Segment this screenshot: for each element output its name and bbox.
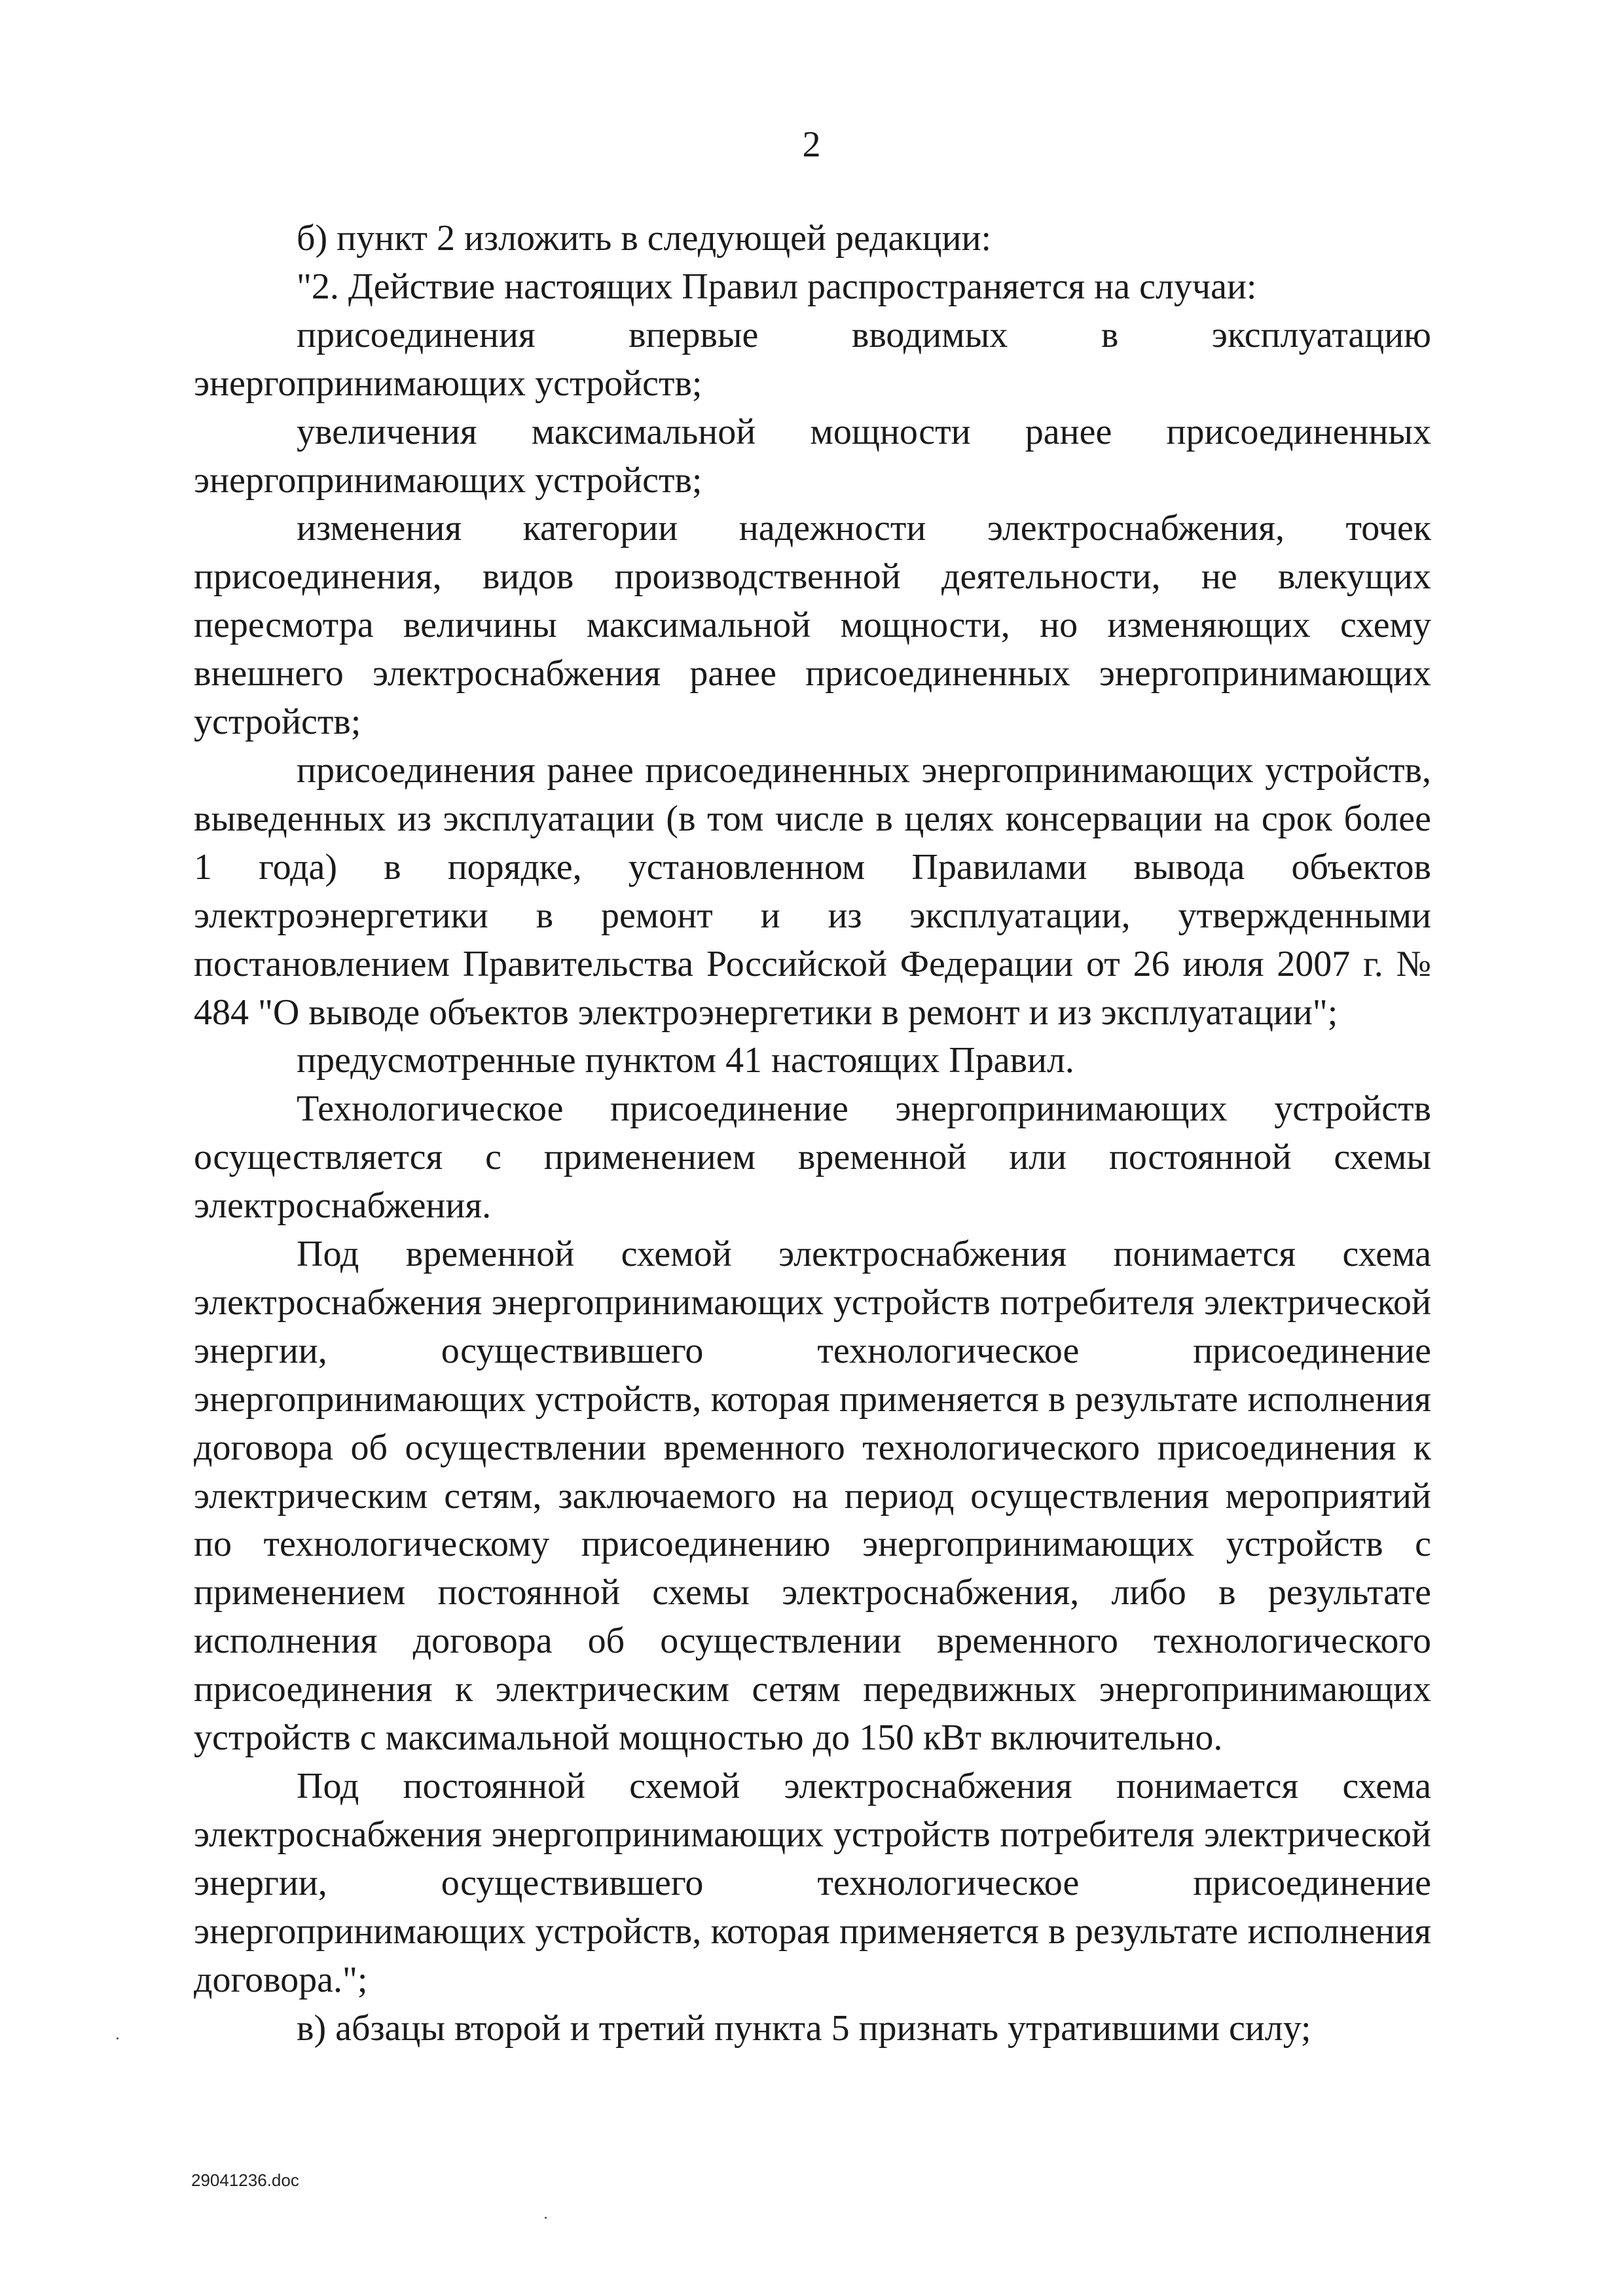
paragraph-connection-schemes: Технологическое присоединение энергопринимающих устройств осуществляется с применением временной или постоянной схемы электроснабжения. <box>194 1088 1431 1227</box>
document-body <box>194 215 1431 2053</box>
paragraph-case-capacity-increase: увеличения максимальной мощности ранее присоединенных энергопринимающих устройств; <box>194 411 1431 501</box>
paragraph-case-new-connection: присоединения впервые вводимых в эксплуатацию энергопринимающих устройств; <box>194 314 1431 404</box>
paragraph-amendment-v: в) абзацы второй и третий пункта 5 признать утратившими силу; <box>297 2007 1311 2049</box>
paragraph-amendment-b: б) пункт 2 изложить в следующей редакции: <box>297 218 992 259</box>
paragraph-permanent-scheme: Под постоянной схемой электроснабжения понимается схема электроснабжения энергопринимающих устройств потребителя электрической энергии, осуществившего технологическое присоединение энергопринимающих устройств, которая применяется в результате исполнения договора."; <box>194 1766 1431 2000</box>
paragraph-case-item-41: предусмотренные пунктом 41 настоящих Правил. <box>297 1040 1074 1081</box>
scan-artifact-dot <box>545 2217 547 2219</box>
page-number: 2 <box>802 124 821 165</box>
paragraph-item-2-intro: "2. Действие настоящих Правил распространяется на случаи: <box>297 266 1257 307</box>
paragraph-case-reconnection: присоединения ранее присоединенных энергопринимающих устройств, выведенных из эксплуатации (в том числе в целях консервации на срок более 1 года) в порядке, установленном Правилами вывода объектов электроэнергетики в ремонт и из эксплуатации, утвержденными постановлением Правительства Российской Федерации от 26 июля 2007 г. № 484 "О выводе объектов электроэнергетики в ремонт и из эксплуатации"; <box>194 749 1431 1033</box>
scan-artifact-dot <box>117 2037 119 2039</box>
paragraph-temporary-scheme: Под временной схемой электроснабжения понимается схема электроснабжения энергопринимающих устройств потребителя электрической энергии, осуществившего технологическое присоединение энергопринимающих устройств, которая применяется в результате исполнения договора об осуществлении временного технологического присоединения к электрическим сетям, заключаемого на период осуществления мероприятий по технологическому присоединению энергопринимающих устройств с применением постоянной схемы электроснабжения, либо в результате исполнения договора об осуществлении временного технологического присоединения к электрическим сетям передвижных энергопринимающих устройств с максимальной мощностью до 150 кВт включительно. <box>194 1234 1431 1759</box>
paragraph-case-category-change: изменения категории надежности электроснабжения, точек присоединения, видов производственной деятельности, не влекущих пересмотра величины максимальной мощности, но изменяющих схему внешнего электроснабжения ранее присоединенных энергопринимающих устройств; <box>194 508 1431 743</box>
footer-document-code: 29041236.doc <box>191 2170 299 2190</box>
